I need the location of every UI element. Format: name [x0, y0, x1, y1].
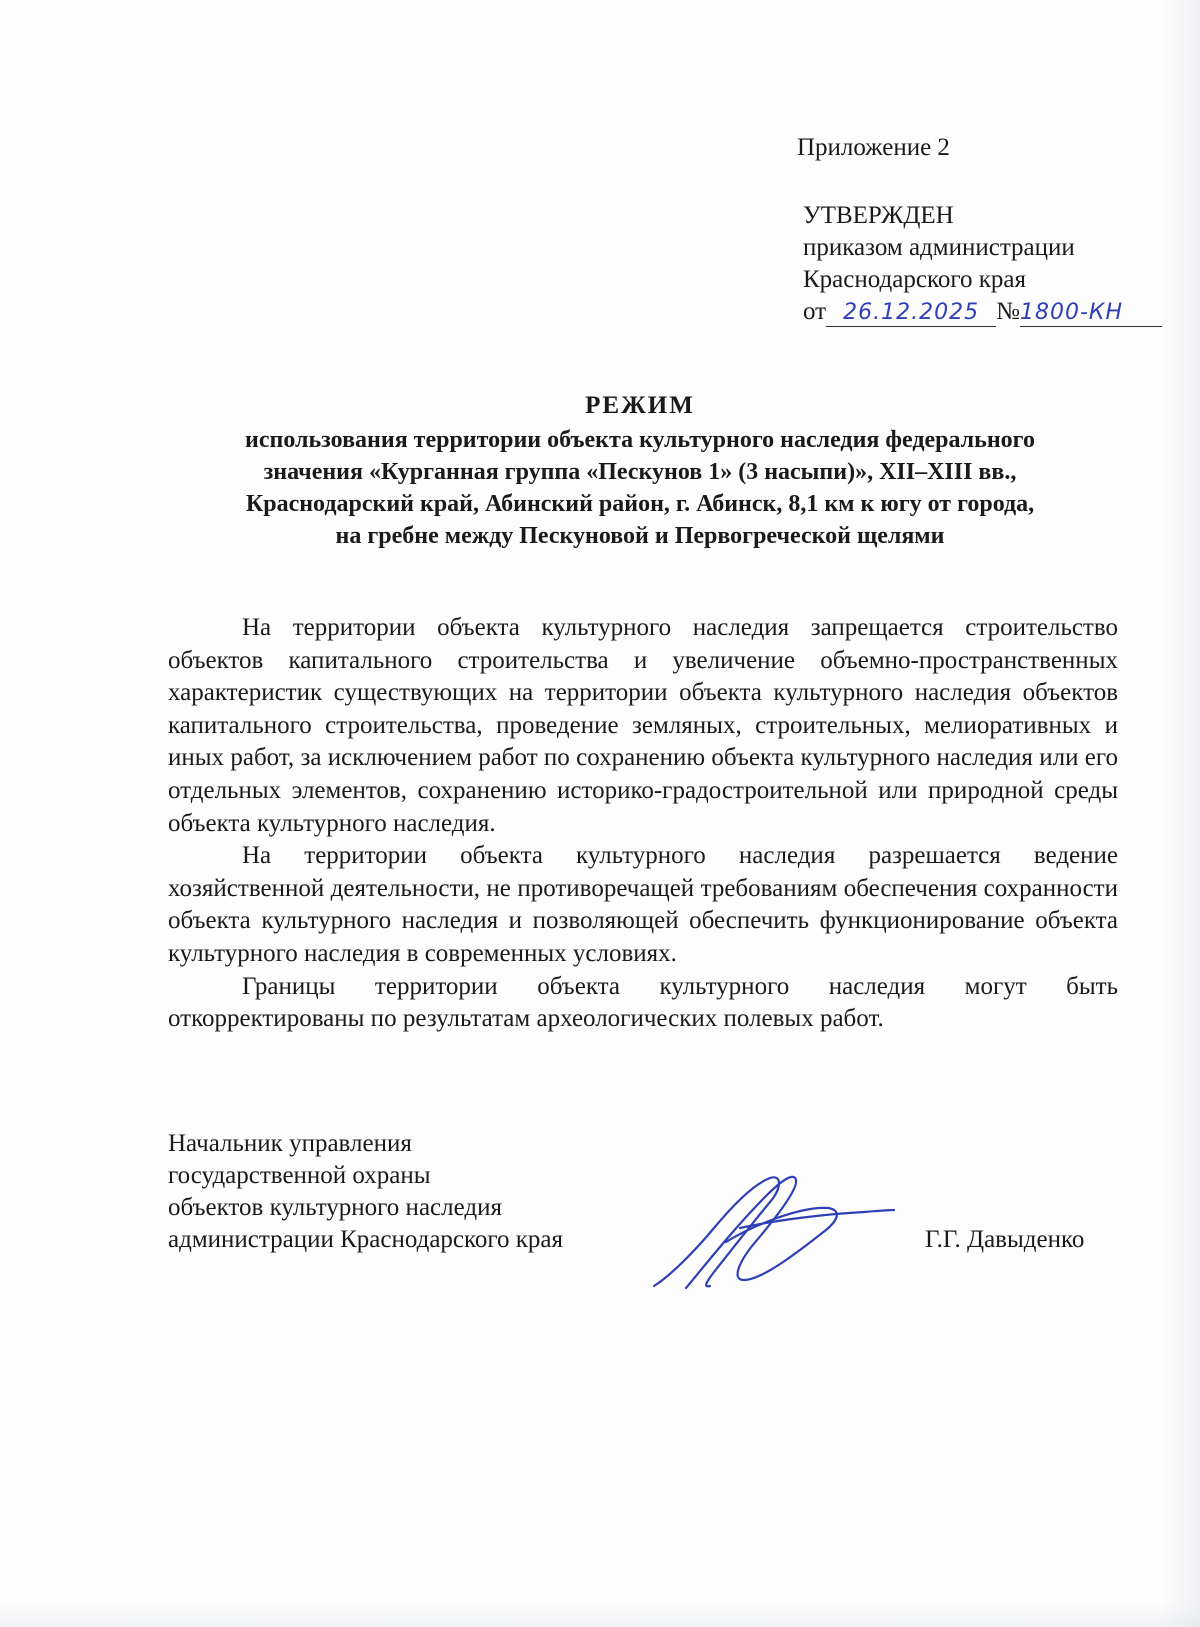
title-line-2: значения «Курганная группа «Пескунов 1» (3 насыпи)», XII–XIII вв., [263, 459, 1017, 485]
signer-position-line-3: объектов культурного наследия [168, 1194, 502, 1221]
title-line-1: использования территории объекта культурного наследия федерального [245, 427, 1035, 453]
signer-position-line-4: администрации Краснодарского края [168, 1226, 564, 1253]
signer-position-line-2: государственной охраны [168, 1162, 431, 1189]
date-prefix: от [803, 298, 827, 325]
approval-status: УТВЕРЖДЕН [803, 202, 954, 229]
document-title: РЕЖИМ [585, 392, 695, 419]
scan-bottom-shadow [0, 1603, 1200, 1627]
title-line-3: Краснодарский край, Абинский район, г. Абинск, 8,1 км к югу от города, [245, 491, 1035, 517]
body-paragraph-prohibitions: На территории объекта культурного наследия запрещается строительство объектов капитального строительства и увеличение объемно-пространственных характеристик существующих на территории объекта культурного наследия объектов капитального строительства, проведение земляных, строительных, мелиоративных и иных работ, за исключением работ по сохранению объекта культурного наследия или его отдельных элементов, сохранению историко-градостроительной или природной среды объекта культурного наследия. [168, 614, 1118, 837]
handwritten-date: 26.12.2025 [826, 300, 996, 327]
body-paragraph-boundaries: Границы территории объекта культурного наследия могут быть откорректированы по результатам археологических полевых работ. [168, 972, 1118, 1033]
approval-block [803, 200, 1162, 328]
signer-name: Г.Г. Давыденко [925, 1226, 1085, 1253]
document-title-block [150, 390, 1130, 552]
approval-date-line [803, 296, 1162, 328]
signer-position-block [168, 1128, 563, 1256]
approval-line-2: Краснодарского края [803, 266, 1026, 293]
signer-position-line-1: Начальник управления [168, 1130, 412, 1157]
number-sign: № [996, 298, 1020, 325]
approval-line-1: приказом администрации [803, 234, 1075, 261]
annex-label: Приложение 2 [797, 134, 950, 161]
body-paragraph-permissions: На территории объекта культурного наследия разрешается ведение хозяйственной деятельности, не противоречащей требованиям обеспечения сохранности объекта культурного наследия и позволяющей обеспечить функционирование объекта культурного наследия в современных условиях. [168, 842, 1118, 967]
handwritten-number: 1800-КН [1020, 300, 1162, 327]
scan-edge-shadow [1160, 0, 1200, 1627]
handwritten-signature [650, 1168, 900, 1298]
title-line-4: на гребне между Пескуновой и Первогреческой щелями [335, 523, 945, 549]
document-body [168, 612, 1118, 1036]
